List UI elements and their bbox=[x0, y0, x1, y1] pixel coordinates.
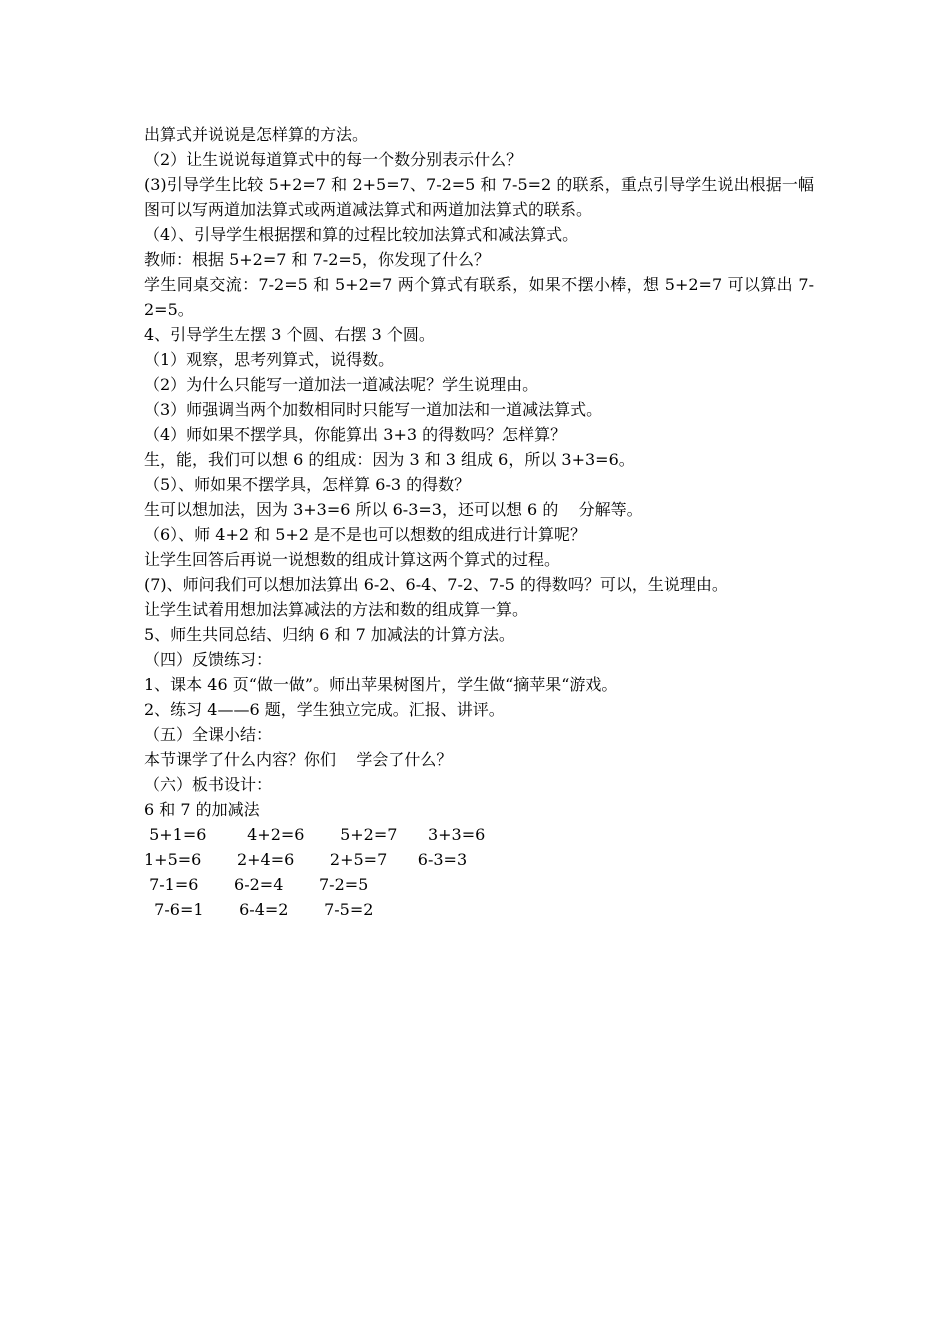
text-paragraph: 学生同桌交流：7-2=5 和 5+2=7 两个算式有联系，如果不摆小棒，想 5+2=7 可以算出 7-2=5。 bbox=[144, 275, 814, 319]
text-line: 让学生回答后再说一说想数的组成计算这两个算式的过程。 bbox=[144, 550, 561, 569]
text-line: （4）、引导学生根据摆和算的过程比较加法算式和减法算式。 bbox=[144, 225, 579, 244]
text-line: 2、练习 4——6 题，学生独立完成。汇报、讲评。 bbox=[144, 700, 505, 719]
text-line: （2）让生说说每道算式中的每一个数分别表示什么？ bbox=[144, 150, 523, 169]
board-equations-row: 7-6=1 6-4=2 7-5=2 bbox=[144, 900, 374, 919]
text-line: 4、引导学生左摆 3 个圆、右摆 3 个圆。 bbox=[144, 325, 435, 344]
text-line: 教师：根据 5+2=7 和 7-2=5，你发现了什么？ bbox=[144, 250, 490, 269]
text-line: （4）师如果不摆学具，你能算出 3+3 的得数吗？怎样算？ bbox=[144, 425, 567, 444]
document-page bbox=[144, 122, 814, 922]
text-line: （5）、师如果不摆学具，怎样算 6-3 的得数？ bbox=[144, 475, 471, 494]
board-equations-row: 1+5=6 2+4=6 2+5=7 6-3=3 bbox=[144, 850, 468, 869]
text-line: 1、课本 46 页“做一做”。师出苹果树图片，学生做“摘苹果“游戏。 bbox=[144, 675, 618, 694]
text-line: 5、师生共同总结、归纳 6 和 7 加减法的计算方法。 bbox=[144, 625, 515, 644]
board-title: 6 和 7 的加减法 bbox=[144, 800, 260, 819]
section-heading: （五）全课小结： bbox=[144, 725, 273, 744]
text-line: 生，能，我们可以想 6 的组成：因为 3 和 3 组成 6，所以 3+3=6。 bbox=[144, 450, 635, 469]
section-heading: （六）板书设计： bbox=[144, 775, 273, 794]
text-line: （6）、师 4+2 和 5+2 是不是也可以想数的组成进行计算呢？ bbox=[144, 525, 587, 544]
text-paragraph: (3)引导学生比较 5+2=7 和 2+5=7、7-2=5 和 7-5=2 的联系，重点引导学生说出根据一幅图可以写两道加法算式或两道减法算式和两道加法算式的联系。 bbox=[144, 175, 814, 219]
text-line: 让学生试着用想加法算减法的方法和数的组成算一算。 bbox=[144, 600, 529, 619]
text-line: 本节课学了什么内容？你们 学会了什么？ bbox=[144, 750, 453, 769]
text-line: （2）为什么只能写一道加法一道减法呢？学生说理由。 bbox=[144, 375, 539, 394]
text-line: 生可以想加法，因为 3+3=6 所以 6-3=3，还可以想 6 的 分解等。 bbox=[144, 500, 643, 519]
board-equations-row: 5+1=6 4+2=6 5+2=7 3+3=6 bbox=[144, 825, 486, 844]
text-line: (7)、师问我们可以想加法算出 6-2、6-4、7-2、7-5 的得数吗？可以，生说理由。 bbox=[144, 575, 728, 594]
text-line: 出算式并说说是怎样算的方法。 bbox=[144, 125, 369, 144]
section-heading: （四）反馈练习： bbox=[144, 650, 273, 669]
board-equations-row: 7-1=6 6-2=4 7-2=5 bbox=[144, 875, 369, 894]
text-line: （3）师强调当两个加数相同时只能写一道加法和一道减法算式。 bbox=[144, 400, 603, 419]
text-line: （1）观察，思考列算式，说得数。 bbox=[144, 350, 395, 369]
